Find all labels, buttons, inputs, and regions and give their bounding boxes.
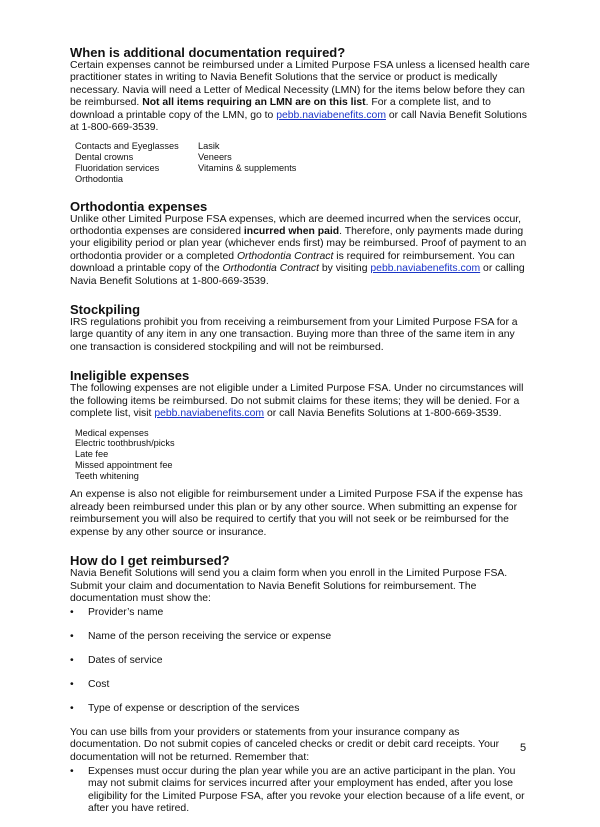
- list-item: Orthodontia: [75, 173, 124, 184]
- italic-text: Orthodontia Contract: [236, 250, 334, 262]
- documentation-bullets: [70, 607, 532, 715]
- paragraph: An expense is also not eligible for reimbursement under a Limited Purpose FSA if the expense has already been reimbursed under this plan or by any other source. When submitting an expense for reimbursement you will also be required to certify that you will not seek or be reimbursed for the expense by any other source or insurance.: [70, 489, 523, 538]
- text: The following expenses are not eligible under a Limited Purpose FSA. Under no circumstances will the following items be reimbursed. Do not submit claims for these items; they will be denied. For a complete list, visit: [70, 383, 524, 420]
- heading: Orthodontia expenses: [70, 198, 208, 214]
- italic-text: Orthodontia Contract: [222, 263, 319, 275]
- section-additional-documentation: [70, 45, 532, 185]
- list-item: Veneers: [198, 152, 232, 163]
- paragraph: [70, 383, 532, 420]
- list-item: Vitamins & supplements: [198, 163, 297, 174]
- navia-link[interactable]: pebb.naviabenefits.com: [370, 263, 481, 275]
- heading: Ineligible expenses: [70, 368, 190, 384]
- bullet-item: • Name of the person receiving the service or expense: [70, 631, 532, 643]
- list-item: Missed appointment fee: [75, 459, 173, 470]
- bold-text: incurred when paid: [243, 226, 340, 238]
- list-item: Electric toothbrush/picks: [75, 438, 175, 449]
- heading: Stockpiling: [70, 302, 141, 318]
- paragraph: Navia Benefit Solutions will send you a claim form when you enroll in the Limited Purpose FSA. Submit your claim and documentation to Navia Benefit Solutions for reimbursement. The documentation must show the:: [70, 568, 508, 604]
- list-item: Late fee: [75, 449, 109, 460]
- list-item: Teeth whitening: [75, 470, 139, 481]
- text: by visiting: [318, 263, 371, 275]
- section-ineligible: [70, 368, 532, 539]
- section-stockpiling: [70, 302, 532, 354]
- document-page: [70, 45, 532, 827]
- remember-bullets: [70, 766, 532, 816]
- paragraph: You can use bills from your providers or statements from your insurance company as documentation. Do not submit copies of canceled checks or credit or debit card receipts. Your documentation will not be returned. Remember that:: [70, 726, 500, 763]
- list-item: Lasik: [198, 141, 220, 152]
- navia-link[interactable]: pebb.naviabenefits.com: [154, 408, 265, 420]
- bold-text: Not all items requiring an LMN are on this list: [142, 97, 366, 109]
- list-item: Contacts and Eyeglasses: [75, 141, 179, 152]
- text: Unlike other Limited Purpose FSA expenses, which are deemed incurred when the services occur, orthodontia expenses are considered: [70, 213, 522, 238]
- text: or calling Navia Benefit Solutions at 1-800-669-3539.: [70, 263, 525, 287]
- section-orthodontia: [70, 199, 532, 288]
- bullet-item: • Expenses must occur during the plan year while you are an active participant in the plan. You may not submit claims for services incurred after your employment has ended, after you lose eligibility for the Limited Purpose FSA, after you revoke your election because of a life event, or after you have retired.: [70, 766, 532, 816]
- navia-link[interactable]: pebb.naviabenefits.com: [276, 109, 386, 121]
- section-reimbursement: [70, 553, 532, 816]
- bullet-item: • Type of expense or description of the services: [70, 703, 532, 715]
- paragraph: [70, 214, 532, 288]
- ineligible-items-list: [75, 428, 532, 482]
- text: . Therefore, only payments made during your eligibility period or plan year (whichever ends first) may be reimbursed. Proof of payment to an orthodontia provider or a completed: [70, 226, 527, 262]
- list-item: Medical expenses: [75, 427, 149, 438]
- heading: How do I get reimbursed?: [70, 553, 230, 569]
- bullet-item: • Provider’s name: [70, 607, 532, 619]
- bullet-item: • Cost: [70, 679, 532, 691]
- text: Certain expenses cannot be reimbursed under a Limited Purpose FSA unless a licensed health care practitioner states in writing to Navia Benefit Solutions that the service or product is medically necessary. Navia will need a Letter of Medical Necessity (LMN) for the items below before they can be reimbursed.: [70, 60, 530, 109]
- text: is required for reimbursement. You can download a printable copy of the: [70, 250, 515, 275]
- text: or call Navia Benefit Solutions at 1-800-669-3539.: [70, 109, 527, 134]
- lmn-items-list: [75, 141, 532, 184]
- text: . For a complete list, and to download a printable copy of the LMN, go to: [70, 97, 491, 121]
- list-item: Fluoridation services: [75, 163, 160, 174]
- list-item: Dental crowns: [75, 152, 134, 163]
- bullet-item: • Dates of service: [70, 655, 532, 667]
- paragraph: [70, 60, 532, 134]
- paragraph: IRS regulations prohibit you from receiving a reimbursement from your Limited Purpose FSA for a large quantity of any item in any one transaction. Buying more than three of the same item in any one transaction is considered stockpiling and will not be reimbursed.: [70, 317, 518, 353]
- text: or call Navia Benefits Solutions at 1-800-669-3539.: [264, 408, 502, 420]
- page-number: 5: [520, 742, 527, 754]
- heading: When is additional documentation required?: [70, 45, 346, 60]
